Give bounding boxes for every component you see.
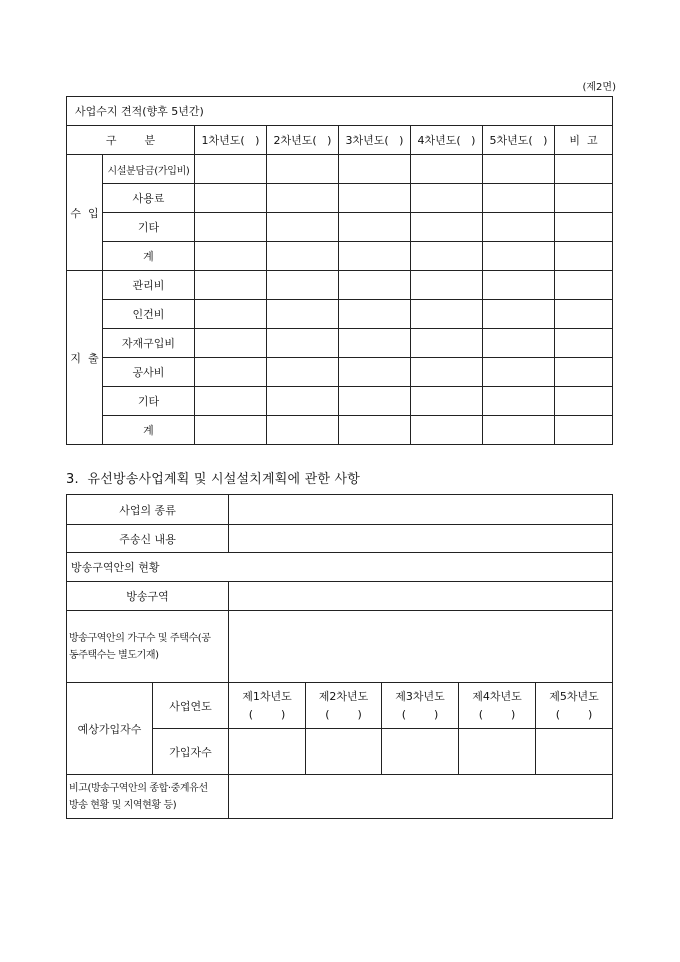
input-cell[interactable]	[267, 358, 339, 387]
input-cell[interactable]	[483, 213, 555, 242]
input-cell[interactable]	[411, 300, 483, 329]
year-4-paren: ( )	[478, 707, 516, 721]
income-row-label: 기타	[103, 213, 195, 242]
input-cell[interactable]	[555, 155, 613, 184]
input-cell[interactable]	[267, 300, 339, 329]
expense-row-label: 인건비	[103, 300, 195, 329]
households-input[interactable]	[229, 611, 613, 683]
input-cell[interactable]	[411, 242, 483, 271]
input-cell[interactable]	[267, 242, 339, 271]
year-2-label: 제2차년도	[318, 689, 369, 703]
header-year-5: 5차년도( )	[483, 126, 555, 155]
expense-row-label: 기타	[103, 387, 195, 416]
input-cell[interactable]	[483, 300, 555, 329]
input-cell[interactable]	[555, 300, 613, 329]
expected-subscribers-label: 예상가입자수	[67, 683, 153, 775]
header-remark: 비 고	[555, 126, 613, 155]
transmit-content-label: 주송신 내용	[67, 525, 229, 553]
subscribers-input[interactable]	[536, 729, 613, 775]
input-cell[interactable]	[195, 416, 267, 445]
year-4-cell	[459, 683, 536, 729]
input-cell[interactable]	[411, 213, 483, 242]
input-cell[interactable]	[195, 300, 267, 329]
input-cell[interactable]	[483, 358, 555, 387]
input-cell[interactable]	[411, 329, 483, 358]
year-5-cell	[536, 683, 613, 729]
input-cell[interactable]	[195, 271, 267, 300]
input-cell[interactable]	[555, 358, 613, 387]
subscribers-label: 가입자수	[153, 729, 229, 775]
year-2-cell	[306, 683, 382, 729]
input-cell[interactable]	[411, 155, 483, 184]
input-cell[interactable]	[555, 387, 613, 416]
subscribers-input[interactable]	[382, 729, 459, 775]
year-5-paren: ( )	[555, 707, 593, 721]
header-year-1: 1차년도( )	[195, 126, 267, 155]
input-cell[interactable]	[339, 387, 411, 416]
input-cell[interactable]	[483, 184, 555, 213]
remark-label	[67, 775, 229, 819]
remark-input[interactable]	[229, 775, 613, 819]
input-cell[interactable]	[267, 155, 339, 184]
budget-table	[66, 96, 613, 445]
input-cell[interactable]	[195, 358, 267, 387]
expense-label: 지 출	[67, 271, 103, 445]
input-cell[interactable]	[555, 329, 613, 358]
input-cell[interactable]	[267, 329, 339, 358]
expense-row-label: 자재구입비	[103, 329, 195, 358]
input-cell[interactable]	[339, 213, 411, 242]
year-1-label: 제1차년도	[242, 689, 292, 703]
year-3-paren: ( )	[401, 707, 439, 721]
input-cell[interactable]	[339, 329, 411, 358]
input-cell[interactable]	[267, 213, 339, 242]
area-status-label: 방송구역안의 현황	[67, 553, 613, 582]
input-cell[interactable]	[195, 213, 267, 242]
remark-line-1: 비고(방송구역안의 종합·중계유선	[69, 782, 208, 794]
input-cell[interactable]	[411, 271, 483, 300]
input-cell[interactable]	[555, 184, 613, 213]
page-label: (제2면)	[582, 82, 616, 93]
broadcast-area-label: 방송구역	[67, 582, 229, 611]
input-cell[interactable]	[411, 184, 483, 213]
input-cell[interactable]	[267, 184, 339, 213]
income-row-label: 계	[103, 242, 195, 271]
input-cell[interactable]	[339, 242, 411, 271]
input-cell[interactable]	[339, 271, 411, 300]
business-type-label: 사업의 종류	[67, 495, 229, 525]
transmit-content-input[interactable]	[229, 525, 613, 553]
header-category: 구 분	[67, 126, 195, 155]
input-cell[interactable]	[339, 416, 411, 445]
income-row-label: 사용료	[103, 184, 195, 213]
input-cell[interactable]	[483, 242, 555, 271]
input-cell[interactable]	[555, 416, 613, 445]
input-cell[interactable]	[339, 184, 411, 213]
subscribers-input[interactable]	[459, 729, 536, 775]
households-label	[67, 611, 229, 683]
header-year-2: 2차년도( )	[267, 126, 339, 155]
input-cell[interactable]	[195, 242, 267, 271]
income-row-label: 시설분담금(가입비)	[103, 155, 195, 184]
input-cell[interactable]	[195, 387, 267, 416]
input-cell[interactable]	[195, 329, 267, 358]
year-5-label: 제5차년도	[549, 689, 599, 703]
header-year-4: 4차년도( )	[411, 126, 483, 155]
input-cell[interactable]	[411, 358, 483, 387]
input-cell[interactable]	[339, 358, 411, 387]
expense-row-label: 공사비	[103, 358, 195, 387]
input-cell[interactable]	[483, 271, 555, 300]
subscribers-input[interactable]	[229, 729, 306, 775]
section-3-heading: 3. 유선방송사업계획 및 시설설치계획에 관한 사항	[66, 472, 360, 487]
input-cell[interactable]	[339, 155, 411, 184]
year-1-paren: ( )	[248, 707, 286, 721]
business-type-input[interactable]	[229, 495, 613, 525]
input-cell[interactable]	[339, 300, 411, 329]
budget-title: 사업수지 견적(향후 5년간)	[67, 97, 613, 126]
input-cell[interactable]	[483, 329, 555, 358]
input-cell[interactable]	[483, 155, 555, 184]
input-cell[interactable]	[267, 387, 339, 416]
year-1-cell	[229, 683, 306, 729]
input-cell[interactable]	[555, 271, 613, 300]
households-line-2: 동주택수는 별도기재)	[69, 649, 159, 661]
input-cell[interactable]	[411, 387, 483, 416]
year-2-paren: ( )	[325, 707, 362, 721]
plan-table	[66, 494, 613, 819]
business-year-label: 사업연도	[153, 683, 229, 729]
year-3-cell	[382, 683, 459, 729]
expense-row-label: 관리비	[103, 271, 195, 300]
header-year-3: 3차년도( )	[339, 126, 411, 155]
broadcast-area-input[interactable]	[229, 582, 613, 611]
input-cell[interactable]	[555, 213, 613, 242]
input-cell[interactable]	[267, 271, 339, 300]
input-cell[interactable]	[555, 242, 613, 271]
expense-row-label: 계	[103, 416, 195, 445]
year-4-label: 제4차년도	[472, 689, 522, 703]
remark-line-2: 방송 현황 및 지역현황 등)	[69, 799, 177, 811]
income-label: 수 입	[67, 155, 103, 271]
input-cell[interactable]	[483, 387, 555, 416]
input-cell[interactable]	[195, 155, 267, 184]
input-cell[interactable]	[195, 184, 267, 213]
input-cell[interactable]	[267, 416, 339, 445]
input-cell[interactable]	[483, 416, 555, 445]
subscribers-input[interactable]	[306, 729, 382, 775]
input-cell[interactable]	[411, 416, 483, 445]
year-3-label: 제3차년도	[395, 689, 445, 703]
households-line-1: 방송구역안의 가구수 및 주택수(공	[69, 632, 211, 644]
